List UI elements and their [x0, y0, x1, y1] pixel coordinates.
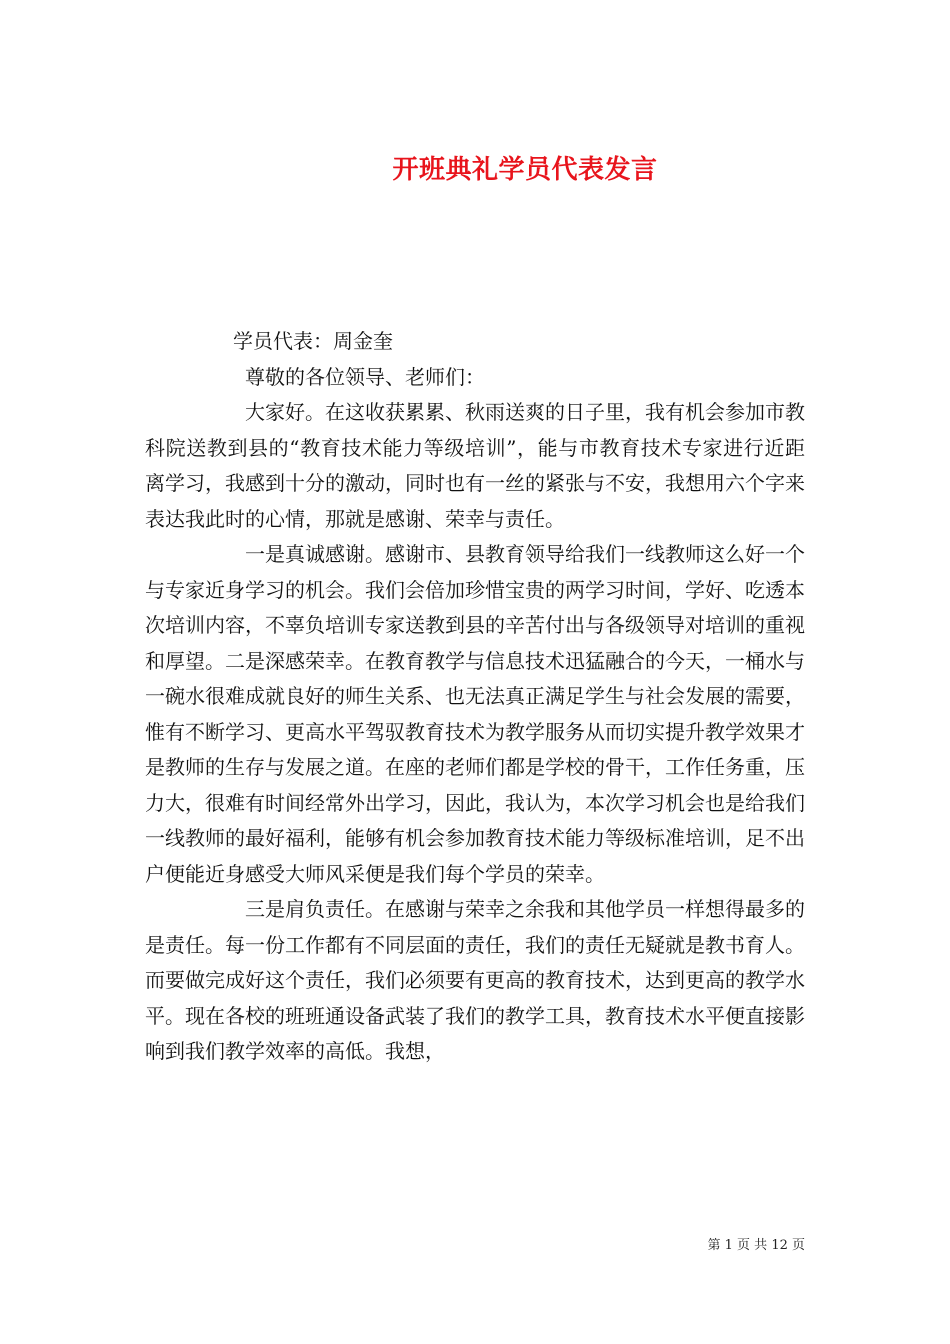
- page-number-footer: 第 1 页 共 12 页: [707, 1238, 805, 1253]
- paragraph-3: 三是肩负责任。在感谢与荣幸之余我和其他学员一样想得最多的是责任。每一份工作都有不同层面的责任，我们的责任无疑就是教书育人。而要做完成好这个责任，我们必须要有更高的教育技术，达到更高的教学水平。现在各校的班班通设备武装了我们的教学工具，教育技术水平便直接影响到我们教学效率的高低。我想，: [145, 897, 805, 1063]
- author-line: 学员代表：周金奎: [233, 329, 393, 353]
- paragraph-2: 一是真诚感谢。感谢市、县教育领导给我们一线教师这么好一个与专家近身学习的机会。我们会倍加珍惜宝贵的两学习时间，学好、吃透本次培训内容，不辜负培训专家送教到县的辛苦付出与各级领导对培训的重视和厚望。二是深感荣幸。在教育教学与信息技术迅猛融合的今天，一桶水与一碗水很难成就良好的师生关系、也无法真正满足学生与社会发展的需要，惟有不断学习、更高水平驾驭教育技术为教学服务从而切实提升教学效果才是教师的生存与发展之道。在座的老师们都是学校的骨干，工作任务重，压力大，很难有时间经常外出学习，因此，我认为，本次学习机会也是给我们一线教师的最好福利，能够有机会参加教育技术能力等级标准培训，足不出户便能近身感受大师风采便是我们每个学员的荣幸。: [145, 542, 805, 886]
- salutation: 尊敬的各位领导、老师们：: [245, 364, 485, 389]
- document-body: [145, 324, 805, 1070]
- document-title: 开班典礼学员代表发言: [392, 155, 658, 186]
- paragraph-1: 大家好。在这收获累累、秋雨送爽的日子里，我有机会参加市教科院送教到县的“教育技术能力等级培训”，能与市教育技术专家进行近距离学习，我感到十分的激动，同时也有一丝的紧张与不安，我想用六个字来表达我此时的心情，那就是感谢、荣幸与责任。: [145, 400, 805, 531]
